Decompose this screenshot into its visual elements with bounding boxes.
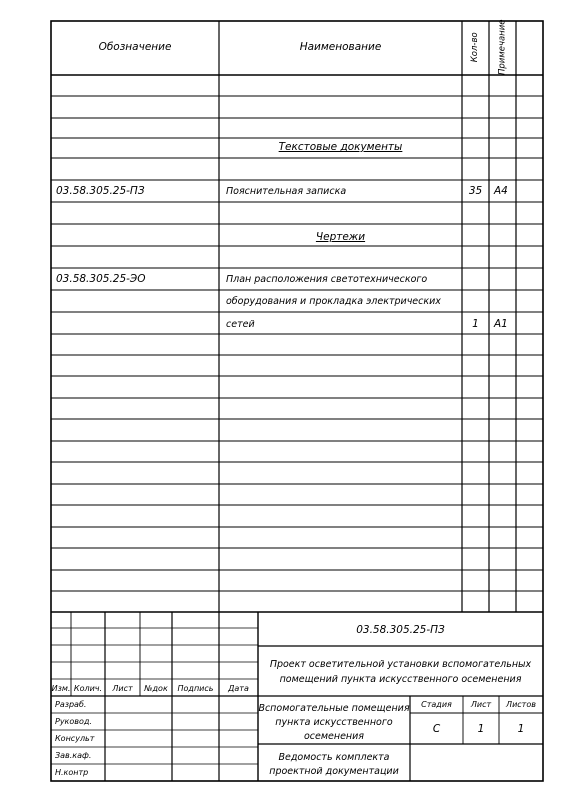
stamp-stadia-label: Стадия: [421, 700, 452, 709]
stamp-object-line: Вспомогательные помещения: [258, 703, 410, 714]
stamp-listov-value: 1: [517, 723, 525, 735]
stamp-col-podpis: Подпись: [177, 684, 214, 693]
section-label-text-docs: Текстовые документы: [278, 141, 403, 153]
stamp-list-value: 1: [477, 723, 485, 735]
section-label-drawings: Чертежи: [315, 231, 366, 243]
stamp-role: Разраб.: [55, 700, 87, 709]
stamp-role: Зав.каф.: [55, 751, 92, 760]
stamp-col-data: Дата: [228, 684, 249, 693]
header-kol-vo: Кол-во: [469, 32, 480, 63]
doc-name-line: сетей: [226, 319, 255, 330]
stamp-list-label: Лист: [470, 700, 492, 709]
stamp-sheet-name: проектной документации: [269, 766, 399, 777]
stamp-role: Н.контр: [55, 768, 89, 777]
doc-name-line: План расположения светотехнического: [226, 274, 428, 285]
stamp-project-title: помещений пункта искусственного осеменения: [279, 674, 522, 685]
stamp-col-kolich: Колич.: [73, 684, 103, 693]
stamp-role: Консульт: [55, 734, 95, 743]
header-oboznachenie: Обозначение: [98, 41, 172, 53]
stamp-col-ndok: №док: [144, 684, 168, 693]
doc-name-line: оборудования и прокладка электрических: [226, 296, 441, 307]
header-naimenovanie: Наименование: [299, 41, 382, 53]
doc-qty: 35: [468, 185, 483, 197]
stamp-listov-label: Листов: [506, 700, 536, 709]
stamp-doc-code: 03.58.305.25-ПЗ: [356, 624, 445, 636]
doc-name: Пояснительная записка: [226, 186, 347, 197]
doc-code: 03.58.305.25-ЭО: [56, 273, 146, 285]
header-primechanie: Примечание: [497, 19, 508, 75]
stamp-col-izm: Изм.: [51, 684, 71, 693]
stamp-role: Руковод.: [55, 717, 92, 726]
stamp-project-title: Проект осветительной установки вспомогательных: [269, 659, 532, 670]
stamp-col-list: Лист: [112, 684, 133, 693]
doc-note: А1: [494, 318, 508, 330]
stamp-sheet-name: Ведомость комплекта: [278, 752, 390, 763]
doc-code: 03.58.305.25-ПЗ: [56, 185, 145, 197]
stamp-object-line: осеменения: [303, 731, 365, 742]
stamp-stadia-value: С: [432, 723, 441, 735]
doc-note: А4: [494, 185, 508, 197]
doc-qty: 1: [472, 318, 479, 330]
stamp-object-line: пункта искусственного: [275, 717, 393, 728]
